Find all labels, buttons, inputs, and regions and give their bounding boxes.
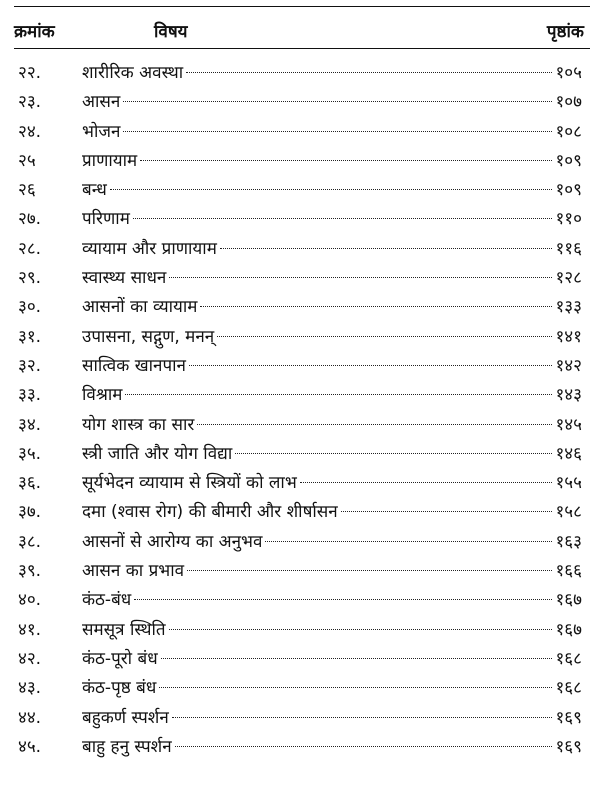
dot-leader [123, 100, 552, 102]
entry-title: उपासना, सद्गुण, मनन् [82, 326, 215, 347]
entry-line [82, 411, 582, 440]
dot-leader [110, 188, 553, 190]
entry-number: २७. [18, 209, 42, 230]
entry-line [82, 704, 582, 733]
entry-number: २५ [18, 150, 36, 171]
entry-page-number: १०९ [555, 180, 582, 201]
entry-title: आसनों का व्यायाम [82, 297, 198, 318]
header-rule [14, 48, 590, 49]
entry-number: ४५. [18, 736, 42, 757]
entry-page-number: १५८ [555, 502, 582, 523]
contents-entry [14, 645, 590, 674]
entry-number: ३०. [18, 297, 42, 318]
entry-title: दमा (श्वास रोग) की बीमारी और शीर्षासन [82, 502, 338, 523]
entry-title: भोजन [82, 121, 121, 142]
entry-line [82, 381, 582, 410]
entry-page-number: १५५ [555, 473, 582, 494]
dot-leader [187, 569, 552, 571]
entry-title: आसन का प्रभाव [82, 561, 185, 582]
entry-number: २४. [18, 121, 42, 142]
contents-entry [14, 557, 590, 586]
entry-page-number: १४३ [555, 385, 582, 406]
entry-line [82, 59, 582, 88]
entry-page-number: १६८ [555, 678, 582, 699]
contents-entry [14, 88, 590, 117]
contents-entry [14, 176, 590, 205]
entry-line [82, 557, 582, 586]
header-subject-label: विषय [154, 22, 188, 42]
entry-number: २९. [18, 268, 42, 289]
entry-number: ४१. [18, 619, 42, 640]
entry-page-number: ११६ [555, 238, 582, 259]
entry-page-number: १६३ [555, 531, 582, 552]
entry-line [82, 498, 582, 527]
dot-leader [200, 305, 552, 307]
entry-number: ४४. [18, 707, 42, 728]
entry-title: कंठ-पूरो बंध [82, 648, 158, 669]
entry-line [82, 88, 582, 117]
entry-page-number: ११० [555, 209, 582, 230]
entry-number: ३२. [18, 355, 42, 376]
dot-leader [133, 217, 553, 219]
entry-page-number: १०९ [555, 150, 582, 171]
contents-entry [14, 704, 590, 733]
dot-leader [189, 364, 553, 366]
contents-entry [14, 59, 590, 88]
entry-title: परिणाम [82, 209, 130, 230]
entry-line [82, 616, 582, 645]
contents-entry [14, 147, 590, 176]
entry-number: २६ [18, 180, 36, 201]
entry-title: योग शास्त्र का सार [82, 414, 195, 435]
entry-page-number: १४६ [555, 443, 582, 464]
entry-page-number: १३३ [555, 297, 582, 318]
dot-leader [197, 423, 552, 425]
entry-title: शारीरिक अवस्था [82, 63, 184, 83]
entry-number: ३६. [18, 473, 42, 494]
entry-line [82, 528, 582, 557]
entry-title: समसूत्र स्थिति [82, 619, 166, 640]
entry-page-number: १६९ [555, 707, 582, 728]
entry-title: स्वास्थ्य साधन [82, 268, 167, 289]
contents-entry [14, 528, 590, 557]
top-rule [14, 6, 590, 7]
dot-leader [140, 159, 552, 161]
entry-line [82, 645, 582, 674]
entry-number: २२. [18, 63, 42, 83]
entry-page-number: १०५ [555, 63, 582, 83]
entry-line [82, 118, 582, 147]
contents-entry [14, 440, 590, 469]
entry-page-number: १४२ [555, 355, 582, 376]
entry-line [82, 440, 582, 469]
dot-leader [175, 745, 553, 747]
contents-entry [14, 352, 590, 381]
entry-line [82, 147, 582, 176]
dot-leader [169, 628, 553, 630]
contents-entry [14, 498, 590, 527]
entry-title: कंठ-बंध [82, 590, 132, 611]
entry-page-number: १०७ [555, 92, 582, 113]
entry-line [82, 586, 582, 615]
contents-entry [14, 118, 590, 147]
entry-line [82, 293, 582, 322]
entry-title: बहुकर्ण स्पर्शन [82, 707, 169, 728]
entry-page-number: १२८ [555, 268, 582, 289]
entry-title: विश्राम [82, 385, 123, 406]
contents-entry [14, 293, 590, 322]
entry-line [82, 264, 582, 293]
entry-page-number: १४१ [555, 326, 582, 347]
entry-number: ३९. [18, 561, 42, 582]
entry-line [82, 176, 582, 205]
entry-title: आसन [82, 92, 121, 113]
dot-leader [125, 393, 552, 395]
dot-leader [172, 716, 553, 718]
entry-title: प्राणायाम [82, 150, 138, 171]
entry-title: सात्विक खानपान [82, 355, 186, 376]
entry-number: ४०. [18, 590, 42, 611]
entry-number: ३८. [18, 531, 42, 552]
entry-number: २८. [18, 238, 42, 259]
dot-leader [123, 130, 552, 132]
contents-entry [14, 235, 590, 264]
entry-number: ३१. [18, 326, 42, 347]
contents-list [14, 59, 590, 762]
entry-title: बाहु हनु स्पर्शन [82, 736, 172, 757]
contents-entry [14, 469, 590, 498]
contents-entry [14, 323, 590, 352]
entry-page-number: १४५ [555, 414, 582, 435]
entry-page-number: १०८ [555, 121, 582, 142]
entry-title: आसनों से आरोग्य का अनुभव [82, 531, 263, 552]
entry-title: स्त्री जाति और योग विद्या [82, 443, 233, 464]
entry-number: ३७. [18, 502, 42, 523]
entry-page-number: १६७ [555, 590, 582, 611]
dot-leader [341, 510, 553, 512]
entry-number: ३४. [18, 414, 42, 435]
contents-entry [14, 411, 590, 440]
contents-entry [14, 674, 590, 703]
dot-leader [134, 598, 552, 600]
contents-entry [14, 586, 590, 615]
contents-entry [14, 381, 590, 410]
entry-line [82, 323, 582, 352]
dot-leader [235, 452, 552, 454]
entry-number: ४२. [18, 648, 42, 669]
entry-line [82, 674, 582, 703]
entry-line [82, 352, 582, 381]
dot-leader [159, 686, 552, 688]
entry-page-number: १६६ [555, 561, 582, 582]
dot-leader [265, 540, 552, 542]
table-header [14, 19, 590, 47]
entry-line [82, 733, 582, 762]
contents-entry [14, 616, 590, 645]
entry-title: कंठ-पृष्ठ बंध [82, 678, 157, 699]
dot-leader [300, 481, 553, 483]
header-page-label: पृष्ठांक [546, 22, 584, 42]
entry-title: व्यायाम और प्राणायाम [82, 238, 217, 259]
entry-title: बन्ध [82, 180, 107, 201]
entry-number: ३५. [18, 443, 42, 464]
entry-page-number: १६७ [555, 619, 582, 640]
contents-entry [14, 205, 590, 234]
contents-entry [14, 264, 590, 293]
entry-line [82, 205, 582, 234]
dot-leader [186, 71, 552, 73]
entry-page-number: १६८ [555, 648, 582, 669]
entry-page-number: १६९ [555, 736, 582, 757]
dot-leader [161, 657, 553, 659]
entry-line [82, 469, 582, 498]
entry-number: २३. [18, 92, 42, 113]
dot-leader [169, 276, 552, 278]
entry-number: ३३. [18, 385, 42, 406]
entry-title: सूर्यभेदन व्यायाम से स्त्रियों को लाभ [82, 473, 297, 494]
dot-leader [217, 335, 552, 337]
entry-number: ४३. [18, 678, 42, 699]
dot-leader [220, 247, 553, 249]
contents-entry [14, 733, 590, 762]
header-number-label: क्रमांक [14, 22, 55, 42]
entry-line [82, 235, 582, 264]
